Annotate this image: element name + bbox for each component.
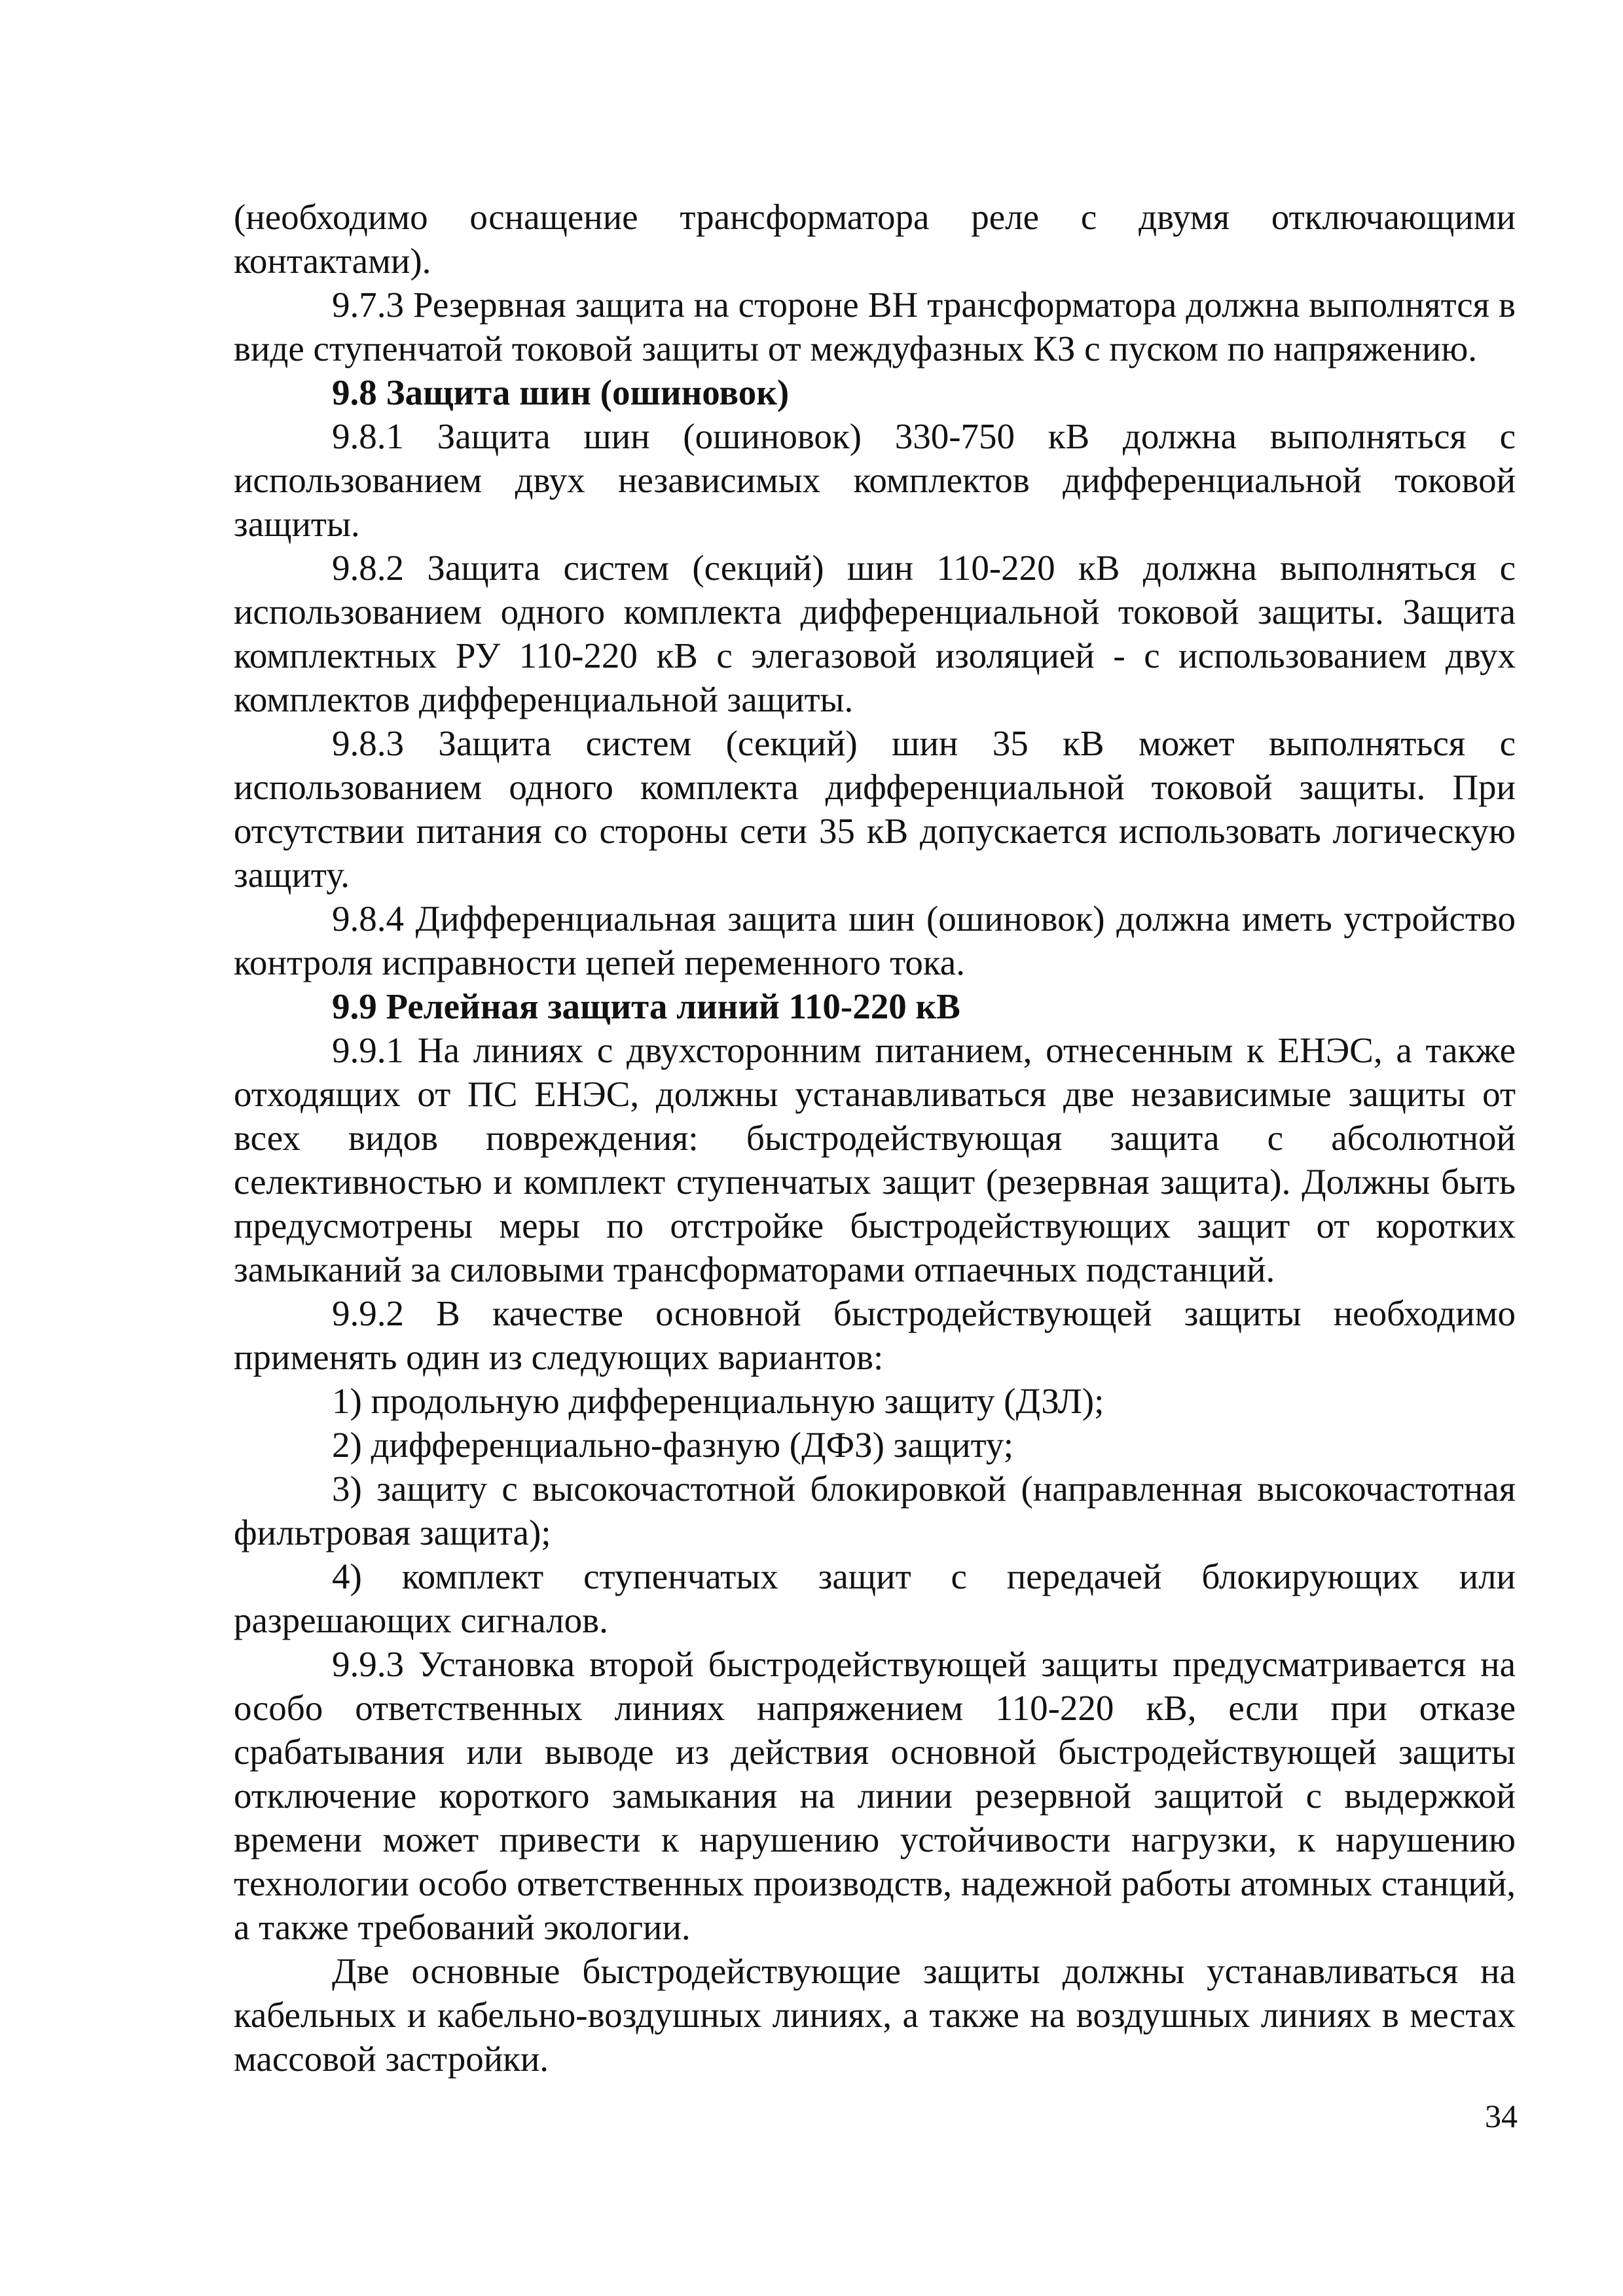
list-item-1: 1) продольную дифференциальную защиту (ДЗЛ); [332,1381,1104,1421]
paragraph-9-9-2: 9.9.2 В качестве основной быстродействующей защиты необходимо применять один из следующих вариантов: [234,1293,1516,1377]
section-heading-9-9: 9.9 Релейная защита линий 110-220 кВ [332,986,960,1026]
paragraph-9-9-1: 9.9.1 На линиях с двухсторонним питанием, отнесенным к ЕНЭС, а также отходящих от ПС ЕНЭС, должны устанавливаться две независимые защиты от всех видов повреждения: быстродействующая защита с абсолютной селективностью и комплект ступенчатых защит (резервная защита). Должны быть предусмотрены меры по отстройке быстродействующих защит от коротких замыканий за силовыми трансформаторами отпаечных подстанций. [234,1030,1516,1289]
paragraph-9-8-3: 9.8.3 Защита систем (секций) шин 35 кВ может выполняться с использованием одного комплекта дифференциальной токовой защиты. При отсутствии питания со стороны сети 35 кВ допускается использовать логическую защиту. [234,723,1516,895]
list-item-2: 2) дифференциально-фазную (ДФЗ) защиту; [332,1425,1013,1465]
paragraph-9-8-4: 9.8.4 Дифференциальная защита шин (ошиновок) должна иметь устройство контроля исправности цепей переменного тока. [234,899,1516,982]
page-number: 34 [1485,2098,1518,2134]
paragraph-9-8-2: 9.8.2 Защита систем (секций) шин 110-220 кВ должна выполняться с использованием одного комплекта дифференциальной токовой защиты. Защита комплектных РУ 110-220 кВ с элегазовой изоляцией - с использованием двух комплектов дифференциальной защиты. [234,548,1516,719]
paragraph-continuation: (необходимо оснащение трансформатора реле с двумя отключающими контактами). [234,197,1516,281]
paragraph-final: Две основные быстродействующие защиты должны устанавливаться на кабельных и кабельно-воздушных линиях, а также на воздушных линиях в местах массовой застройки. [234,1951,1516,2079]
section-heading-9-8: 9.8 Защита шин (ошиновок) [332,372,790,412]
paragraph-9-7-3: 9.7.3 Резервная защита на стороне ВН трансформатора должна выполнятся в виде ступенчатой токовой защиты от междуфазных КЗ с пуском по напряжению. [234,285,1516,368]
paragraph-9-8-1: 9.8.1 Защита шин (ошиновок) 330-750 кВ должна выполняться с использованием двух независимых комплектов дифференциальной токовой защиты. [234,416,1516,544]
document-body [234,195,1516,2081]
list-item-3: 3) защиту с высокочастотной блокировкой (направленная высокочастотная фильтровая защита); [234,1469,1516,1552]
list-item-4: 4) комплект ступенчатых защит с передачей блокирующих или разрешающих сигналов. [234,1556,1516,1640]
paragraph-9-9-3: 9.9.3 Установка второй быстродействующей защиты предусматривается на особо ответственных линиях напряжением 110-220 кВ, если при отказе срабатывания или выводе из действия основной быстродействующей защиты отключение короткого замыкания на линии резервной защитой с выдержкой времени может привести к нарушению устойчивости нагрузки, к нарушению технологии особо ответственных производств, надежной работы атомных станций, а также требований экологии. [234,1644,1516,1947]
